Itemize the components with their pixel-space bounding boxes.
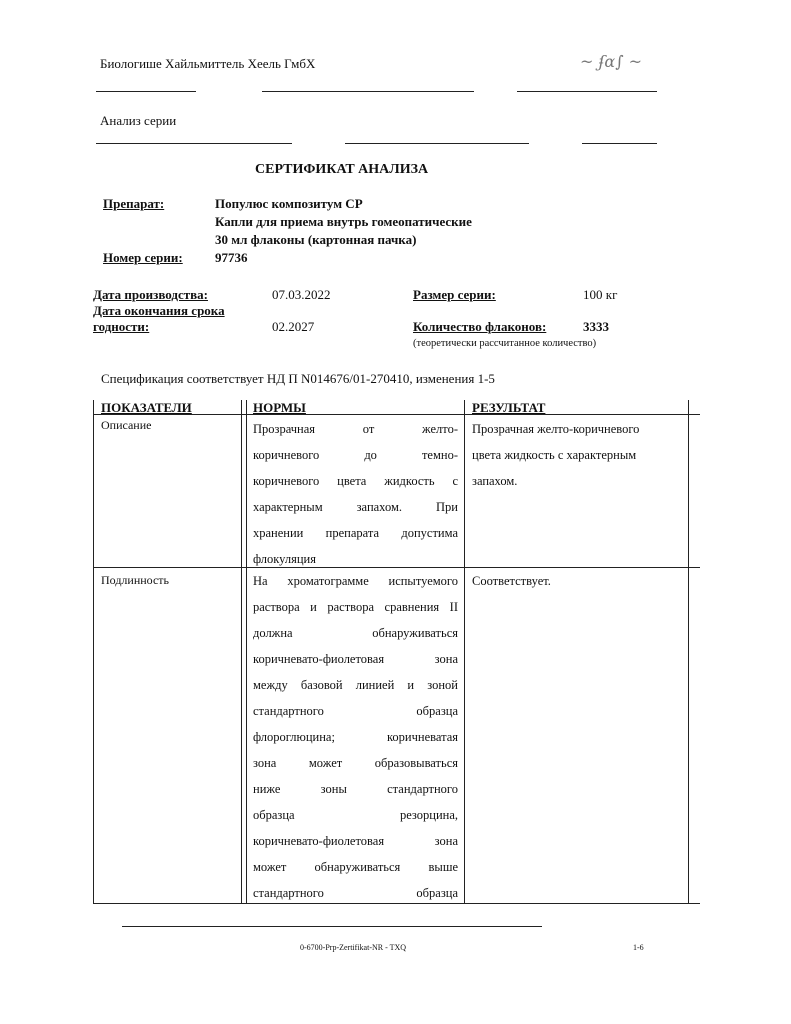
norm-line: образца резорцина,	[253, 808, 458, 822]
divider	[96, 91, 196, 92]
company-name: Биологише Хайльмиттель Хеель ГмбХ	[100, 56, 316, 71]
indicator-cell: Подлинность	[101, 573, 170, 587]
production-date: 07.03.2022	[272, 287, 331, 302]
footer-rule	[122, 926, 542, 927]
table-header-indicator: ПОКАЗАТЕЛИ	[101, 400, 192, 415]
result-line: цвета жидкость с характерным	[472, 448, 637, 462]
norm-line: раствора и раствора сравнения II	[253, 600, 458, 614]
result-line: Прозрачная желто-коричневого	[472, 422, 640, 436]
table-col-border	[464, 400, 465, 903]
vials-note: (теоретически рассчитанное количество)	[413, 338, 597, 349]
page-number: 1-6	[633, 943, 644, 952]
norm-line: флороглюцина; коричневатая	[253, 730, 458, 744]
norm-line: ниже зоны стандартного	[253, 782, 458, 796]
specification-line: Спецификация соответствует НД П N014676/01-270410, изменения 1-5	[101, 371, 495, 386]
norm-line: зона может образовываться	[253, 756, 458, 770]
expiry-date: 02.2027	[272, 319, 315, 334]
table-left-border	[93, 400, 94, 903]
result-cell	[472, 568, 684, 594]
result-line: запахом.	[472, 474, 518, 488]
batch-size-label: Размер серии:	[413, 287, 496, 302]
batch-label: Номер серии:	[103, 250, 183, 265]
norm-line: стандартного образца	[253, 704, 458, 718]
product-form: Капли для приема внутрь гомеопатические	[215, 214, 472, 229]
table-col-border	[246, 400, 247, 903]
vials-count: 3333	[583, 319, 609, 334]
footer-doc-code: 0-6700-Prp-Zertifikat-NR - TXQ	[300, 943, 407, 952]
norm-line: коричневого цвета жидкость с	[253, 474, 458, 488]
norm-line: между базовой линией и зоной	[253, 678, 458, 692]
norm-cell	[253, 568, 458, 906]
indicator-cell: Описание	[101, 418, 152, 432]
product-label: Препарат:	[103, 196, 165, 211]
result-cell	[472, 416, 684, 494]
expiry-label-1: Дата окончания срока	[93, 303, 225, 318]
table-header-result: РЕЗУЛЬТАТ	[472, 400, 546, 415]
norm-line: Прозрачная от желто-	[253, 422, 458, 436]
divider	[517, 91, 657, 92]
norm-line: коричневого до темно-	[253, 448, 458, 462]
norm-line: хранении препарата допустима	[253, 526, 458, 540]
norm-line: должна обнаруживаться	[253, 626, 458, 640]
batch-size: 100 кг	[583, 287, 618, 302]
norm-cell	[253, 416, 458, 572]
department-label: Анализ серии	[100, 113, 177, 128]
norm-line: стандартного образца	[253, 886, 458, 900]
table-col-border	[241, 400, 242, 903]
norm-line: флокуляция	[253, 552, 316, 566]
norm-line: может обнаруживаться выше	[253, 860, 458, 874]
divider	[262, 91, 474, 92]
production-date-label: Дата производства:	[93, 287, 208, 302]
signature-mark: ~ ʄɑ∫ ~	[580, 52, 643, 71]
table-right-border	[688, 400, 689, 903]
page-title: СЕРТИФИКАТ АНАЛИЗА	[255, 162, 429, 177]
divider	[582, 143, 657, 144]
product-name: Популюс композитум СР	[215, 196, 363, 211]
expiry-label-2: годности:	[93, 319, 150, 334]
table-header-norm: НОРМЫ	[253, 400, 306, 415]
result-line: Соответствует.	[472, 574, 551, 588]
divider	[96, 143, 292, 144]
batch-number: 97736	[215, 250, 248, 265]
product-package: 30 мл флаконы (картонная пачка)	[215, 232, 417, 247]
divider	[345, 143, 529, 144]
norm-line: коричневато-фиолетовая зона	[253, 834, 458, 848]
norm-line: характерным запахом. При	[253, 500, 458, 514]
norm-line: На хроматограмме испытуемого	[253, 574, 458, 588]
norm-line: коричневато-фиолетовая зона	[253, 652, 458, 666]
vials-label: Количество флаконов:	[413, 319, 547, 334]
